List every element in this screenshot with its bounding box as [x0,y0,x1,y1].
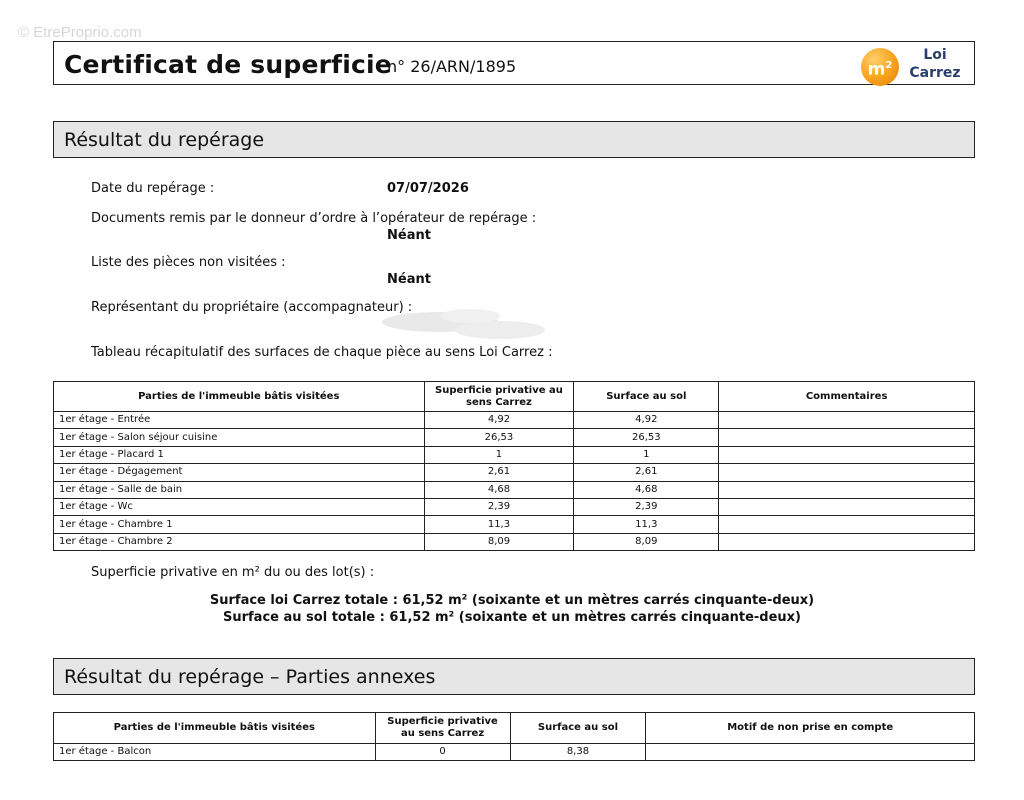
m2-icon: $m^2$ [861,48,899,86]
table-header-row [54,382,975,412]
unvisited-rooms-label: Liste des pièces non visitées : [91,255,286,270]
floor-area: 26,53 [574,429,719,446]
summary-label: Superficie privative en m² du ou des lot(s) : [91,565,375,580]
room-name: 1er étage - Placard 1 [54,446,425,463]
carrez-area: 8,09 [424,533,574,550]
carrez-area: 1 [424,446,574,463]
annexes-table [53,712,975,761]
comment [719,429,975,446]
column-header: Superficie privative au sens Carrez [375,713,510,744]
floor-area: 1 [574,446,719,463]
column-header: Superficie privative au sens Carrez [424,382,574,412]
logo-text: Loi Carrez [909,47,961,81]
table-intro: Tableau récapitulatif des surfaces de chaque pièce au sens Loi Carrez : [91,345,553,360]
comment [719,446,975,463]
carrez-area: 2,61 [424,464,574,481]
column-header: Surface au sol [574,382,719,412]
certificate-header [53,41,975,85]
floor-area: 4,92 [574,412,719,429]
comment [719,412,975,429]
carrez-area: 2,39 [424,498,574,515]
documents-value: Néant [387,228,431,243]
comment [719,533,975,550]
table-row [54,744,975,761]
column-header: Commentaires [719,382,975,412]
documents-label: Documents remis par le donneur d’ordre à l’opérateur de repérage : [91,211,537,226]
room-name: 1er étage - Dégagement [54,464,425,481]
floor-area: 2,61 [574,464,719,481]
table-row [54,429,975,446]
floor-area: 8,38 [510,744,646,761]
carrez-area: 26,53 [424,429,574,446]
table-row [54,412,975,429]
room-name: 1er étage - Chambre 1 [54,516,425,533]
certificate-number: n° 26/ARN/1895 [387,57,517,76]
table-row [54,498,975,515]
page-title: Certificat de superficie [64,50,392,79]
room-name: 1er étage - Entrée [54,412,425,429]
representative-label: Représentant du propriétaire (accompagnateur) : [91,300,413,315]
column-header: Surface au sol [510,713,646,744]
section-title-annexes: Résultat du repérage – Parties annexes [53,658,975,695]
comment [719,481,975,498]
table-header-row [54,713,975,744]
total-carrez: Surface loi Carrez totale : 61,52 m² (soixante et un mètres carrés cinquante-deux) [209,593,815,608]
table-row [54,533,975,550]
room-name: 1er étage - Salle de bain [54,481,425,498]
carrez-area: 11,3 [424,516,574,533]
column-header: Parties de l'immeuble bâtis visitées [54,713,376,744]
date-value: 07/07/2026 [387,181,469,196]
carrez-area: 4,92 [424,412,574,429]
carrez-area: 4,68 [424,481,574,498]
column-header: Parties de l'immeuble bâtis visitées [54,382,425,412]
floor-area: 4,68 [574,481,719,498]
room-name: 1er étage - Salon séjour cuisine [54,429,425,446]
redacted-blur [380,306,550,342]
unvisited-rooms-value: Néant [387,272,431,287]
room-name: 1er étage - Balcon [54,744,376,761]
exclusion-reason [646,744,975,761]
date-label: Date du repérage : [91,181,215,196]
room-name: 1er étage - Chambre 2 [54,533,425,550]
floor-area: 2,39 [574,498,719,515]
table-row [54,464,975,481]
table-row [54,446,975,463]
carrez-area: 0 [375,744,510,761]
comment [719,516,975,533]
comment [719,464,975,481]
column-header: Motif de non prise en compte [646,713,975,744]
total-floor: Surface au sol totale : 61,52 m² (soixante et un mètres carrés cinquante-deux) [223,610,801,625]
comment [719,498,975,515]
table-row [54,516,975,533]
section-title-result: Résultat du repérage [53,121,975,158]
floor-area: 11,3 [574,516,719,533]
surfaces-table [53,381,975,551]
loi-carrez-logo [858,44,960,84]
watermark: © EtreProprio.com [18,24,142,41]
room-name: 1er étage - Wc [54,498,425,515]
floor-area: 8,09 [574,533,719,550]
table-row [54,481,975,498]
